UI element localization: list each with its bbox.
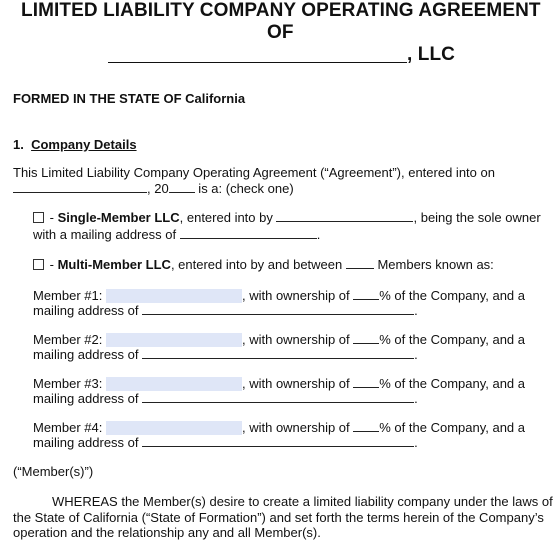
document-title-of: OF <box>267 22 294 43</box>
llc-suffix: , LLC <box>407 44 455 65</box>
member-1-ownership-text: , with ownership of <box>241 288 354 303</box>
member-1-line-1 <box>33 288 525 303</box>
single-member-dash: - <box>46 210 58 225</box>
member-1-name-field[interactable] <box>106 289 242 303</box>
member-3-line-1 <box>33 376 525 391</box>
member-4-percent-field[interactable] <box>353 420 379 432</box>
member-4-end: . <box>414 435 418 450</box>
sole-owner-address-field[interactable] <box>180 227 317 239</box>
single-text-3: with a mailing address of <box>33 227 180 242</box>
agreement-year-field[interactable] <box>169 181 195 193</box>
member-count-field[interactable] <box>346 257 374 269</box>
whereas-line-2: the State of California (“State of Formation”) and set forth the terms herein of the Company’s <box>13 510 544 525</box>
single-end: . <box>316 227 321 242</box>
member-2-mailing-text: mailing address of <box>33 347 143 362</box>
agreement-date-field[interactable] <box>13 181 147 193</box>
member-2-ownership-text: , with ownership of <box>241 332 354 347</box>
member-4-line-2 <box>33 435 418 450</box>
multi-text-1: , entered into by and between <box>170 257 346 272</box>
member-1-line-2 <box>33 303 418 318</box>
intro-line-2 <box>13 181 294 196</box>
single-member-line-2 <box>33 227 320 242</box>
multi-text-2: Members known as: <box>373 257 494 272</box>
single-text-1: , entered into by <box>179 210 277 225</box>
member-1-mailing-text: mailing address of <box>33 303 143 318</box>
single-text-2: , being the sole owner <box>413 210 541 225</box>
member-4-ownership-text: , with ownership of <box>241 420 354 435</box>
member-4-mailing-text: mailing address of <box>33 435 143 450</box>
intro-line-1: This Limited Liability Company Operating Agreement (“Agreement”), entered into on <box>13 165 495 180</box>
member-3-name-field[interactable] <box>106 377 242 391</box>
whereas-line-3: operation and the relationship any and all Member(s). <box>13 525 321 540</box>
member-3-ownership-text: , with ownership of <box>241 376 354 391</box>
member-3-line-2 <box>33 391 418 406</box>
members-close: (“Member(s)”) <box>13 464 94 479</box>
intro-suffix: is a: (check one) <box>194 181 294 196</box>
member-2-end: . <box>414 347 418 362</box>
section-heading <box>13 137 137 152</box>
section-title: Company Details <box>31 137 137 152</box>
member-3-end: . <box>414 391 418 406</box>
single-member-line-1 <box>33 210 541 225</box>
member-4-label: Member #4: <box>33 420 106 435</box>
member-4-name-field[interactable] <box>106 421 242 435</box>
member-3-percent-text: % of the Company, and a <box>379 376 526 391</box>
member-2-line-1 <box>33 332 525 347</box>
single-member-checkbox[interactable] <box>33 212 44 223</box>
whereas-line-1: WHEREAS the Member(s) desire to create a limited liability company under the laws of <box>52 494 553 509</box>
section-number: 1. <box>13 137 24 152</box>
member-2-label: Member #2: <box>33 332 106 347</box>
member-2-line-2 <box>33 347 418 362</box>
intro-year-prefix: , 20 <box>147 181 169 196</box>
member-3-label: Member #3: <box>33 376 106 391</box>
member-2-name-field[interactable] <box>106 333 242 347</box>
multi-member-checkbox[interactable] <box>33 259 44 270</box>
company-name-field[interactable] <box>108 62 407 63</box>
member-3-address-field[interactable] <box>142 391 414 403</box>
multi-member-dash: - <box>46 257 58 272</box>
member-1-end: . <box>414 303 418 318</box>
multi-member-line <box>33 257 494 272</box>
member-3-mailing-text: mailing address of <box>33 391 143 406</box>
member-1-percent-text: % of the Company, and a <box>379 288 526 303</box>
document-title: LIMITED LIABILITY COMPANY OPERATING AGREEMENT <box>21 0 541 21</box>
sole-owner-name-field[interactable] <box>276 210 413 222</box>
member-1-address-field[interactable] <box>142 303 414 315</box>
member-1-percent-field[interactable] <box>353 288 379 300</box>
member-2-percent-field[interactable] <box>353 332 379 344</box>
member-3-percent-field[interactable] <box>353 376 379 388</box>
member-4-percent-text: % of the Company, and a <box>379 420 526 435</box>
member-4-address-field[interactable] <box>142 435 414 447</box>
member-2-percent-text: % of the Company, and a <box>379 332 526 347</box>
multi-member-label: Multi-Member LLC <box>57 257 171 272</box>
single-member-label: Single-Member LLC <box>57 210 180 225</box>
member-1-label: Member #1: <box>33 288 106 303</box>
formed-in-state: FORMED IN THE STATE OF California <box>13 91 246 106</box>
member-2-address-field[interactable] <box>142 347 414 359</box>
member-4-line-1 <box>33 420 525 435</box>
